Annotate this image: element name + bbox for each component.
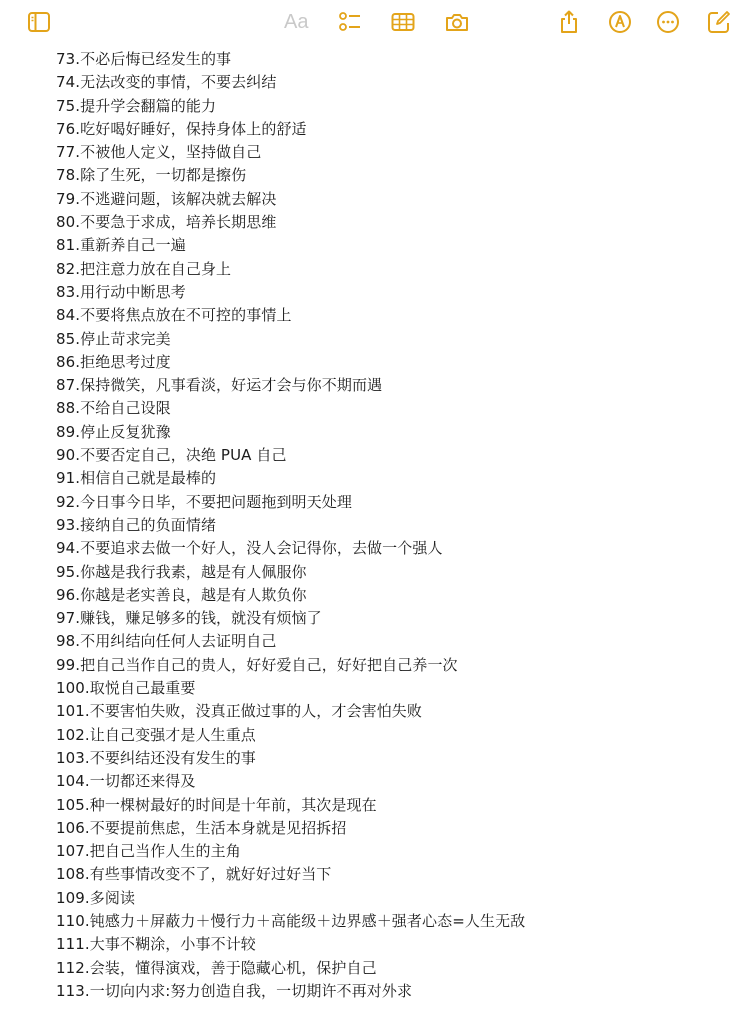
compose-icon[interactable] — [706, 9, 732, 35]
list-item: 97.赚钱，赚足够多的钱，就没有烦恼了 — [56, 609, 322, 628]
list-item: 108.有些事情改变不了，就好好过好当下 — [56, 865, 332, 884]
list-item: 87.保持微笑，凡事看淡，好运才会与你不期而遇 — [56, 376, 383, 395]
list-item: 104.一切都还来得及 — [56, 772, 196, 791]
more-icon[interactable] — [655, 9, 681, 35]
list-item: 88.不给自己设限 — [56, 399, 171, 418]
list-item: 86.拒绝思考过度 — [56, 352, 171, 371]
list-item: 80.不要急于求成，培养长期思维 — [56, 213, 277, 232]
list-item: 84.不要将焦点放在不可控的事情上 — [56, 306, 292, 325]
list-item: 105.种一棵树最好的时间是十年前，其次是现在 — [56, 795, 377, 814]
list-item: 99.把自己当作自己的贵人，好好爱自己，好好把自己养一次 — [56, 655, 458, 674]
list-item: 76.吃好喝好睡好，保持身体上的舒适 — [56, 119, 307, 138]
checklist-icon[interactable] — [337, 9, 363, 35]
list-item: 79.不逃避问题，该解决就去解决 — [56, 189, 277, 208]
list-item: 101.不要害怕失败，没真正做过事的人，才会害怕失败 — [56, 702, 423, 721]
list-item: 111.大事不糊涂，小事不计较 — [56, 935, 256, 954]
list-item: 92.今日事今日毕，不要把问题拖到明天处理 — [56, 492, 352, 511]
list-item: 112.会装，懂得演戏，善于隐藏心机，保护自己 — [56, 958, 377, 977]
list-item: 100.取悦自己最重要 — [56, 679, 196, 698]
list-item: 82.把注意力放在自己身上 — [56, 259, 232, 278]
list-item: 95.你越是我行我素，越是有人佩服你 — [56, 562, 307, 581]
list-item: 74.无法改变的事情，不要去纠结 — [56, 73, 277, 92]
markup-icon[interactable] — [607, 9, 633, 35]
list-item: 103.不要纠结还没有发生的事 — [56, 748, 256, 767]
list-item: 90.不要否定自己，决绝 PUA 自己 — [56, 446, 287, 465]
list-item: 102.让自己变强才是人生重点 — [56, 725, 256, 744]
camera-icon[interactable] — [444, 9, 470, 35]
list-item: 77.不被他人定义，坚持做自己 — [56, 143, 262, 162]
list-item: 73.不必后悔已经发生的事 — [56, 50, 232, 68]
list-item: 81.重新养自己一遍 — [56, 236, 186, 255]
share-icon[interactable] — [556, 9, 582, 35]
list-item: 113.一切向内求:努力创造自我，一切期许不再对外求 — [56, 981, 413, 1000]
list-item: 83.用行动中断思考 — [56, 282, 186, 301]
list-item: 94.不要追求去做一个好人，没人会记得你，去做一个强人 — [56, 539, 443, 558]
list-item: 78.除了生死，一切都是擦伤 — [56, 166, 247, 185]
notes-toolbar — [0, 0, 756, 46]
list-item: 109.多阅读 — [56, 888, 136, 907]
list-item: 75.提升学会翻篇的能力 — [56, 96, 217, 115]
list-item: 85.停止苛求完美 — [56, 329, 171, 348]
list-item: 98.不用纠结向任何人去证明自己 — [56, 632, 277, 651]
note-body[interactable] — [56, 48, 746, 1003]
list-item: 93.接纳自己的负面情绪 — [56, 515, 217, 534]
list-item: 106.不要提前焦虑，生活本身就是见招拆招 — [56, 818, 347, 837]
format-button[interactable]: Aa — [284, 11, 309, 33]
table-icon[interactable] — [390, 9, 416, 35]
list-item: 110.钝感力＋屏蔽力＋慢行力＋高能级＋边界感＋强者心态=人生无敌 — [56, 911, 526, 930]
list-item: 91.相信自己就是最棒的 — [56, 469, 217, 488]
sidebar-icon[interactable] — [26, 9, 52, 35]
list-item: 96.你越是老实善良，越是有人欺负你 — [56, 585, 307, 604]
list-item: 89.停止反复犹豫 — [56, 422, 171, 441]
list-item: 107.把自己当作人生的主角 — [56, 842, 241, 861]
